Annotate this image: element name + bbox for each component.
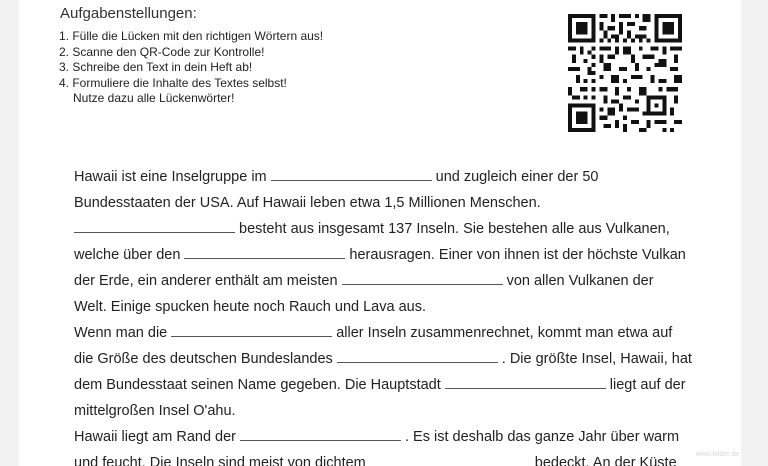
text-line: Hawaii ist eine Inselgruppe im und zugleich einer der 50 [74, 166, 598, 188]
task-item: Nutze dazu alle Lückenwörter! [73, 91, 235, 105]
blank-input[interactable] [240, 426, 401, 441]
text-line: der Erde, ein anderer enthält am meisten von allen Vulkanen der [74, 270, 654, 292]
task-list [59, 29, 323, 107]
blank-input[interactable] [184, 244, 345, 259]
text-line: Welt. Einige spucken heute noch Rauch und Lava aus. [74, 299, 426, 315]
text-line: Bundesstaaten der USA. Auf Hawaii leben etwa 1,5 Millionen Menschen. [74, 195, 541, 211]
text-line: Hawaii liegt am Rand der . Es ist deshalb das ganze Jahr über warm [74, 426, 679, 448]
text-line: dem Bundesstaat seinen Name gegeben. Die Hauptstadt liegt auf der [74, 374, 686, 396]
qr-code-icon [568, 14, 682, 132]
blank-input[interactable] [342, 270, 503, 285]
task-item: 1. Fülle die Lücken mit den richtigen Wörtern aus! [59, 29, 324, 43]
text-line: die Größe des deutschen Bundeslandes . Die größte Insel, Hawaii, hat [74, 348, 692, 370]
blank-input[interactable] [74, 218, 235, 233]
text-line: besteht aus insgesamt 137 Inseln. Sie bestehen alle aus Vulkanen, [74, 218, 670, 240]
blank-input[interactable] [271, 166, 432, 181]
task-item: 2. Scanne den QR-Code zur Kontrolle! [59, 44, 265, 59]
tasks-heading: Aufgabenstellungen: [60, 5, 197, 22]
blank-input[interactable] [445, 374, 606, 389]
worksheet-page [19, 0, 741, 466]
text-line: welche über den herausragen. Einer von ihnen ist der höchste Vulkan [74, 244, 686, 266]
task-item: 3. Schreibe den Text in dein Heft ab! [59, 60, 253, 74]
text-line: Wenn man die aller Inseln zusammenrechnet, kommt man etwa auf [74, 322, 672, 344]
text-line: und feucht. Die Inseln sind meist von dichtem bedeckt. An der Küste [74, 452, 677, 466]
task-item: 4. Formuliere die Inhalte des Textes selbst! [59, 75, 287, 90]
watermark: www.bilder.de [695, 451, 739, 458]
blank-input[interactable] [171, 322, 332, 337]
blank-input[interactable] [370, 452, 531, 466]
blank-input[interactable] [337, 348, 498, 363]
text-line: mittelgroßen Insel O'ahu. [74, 403, 236, 419]
